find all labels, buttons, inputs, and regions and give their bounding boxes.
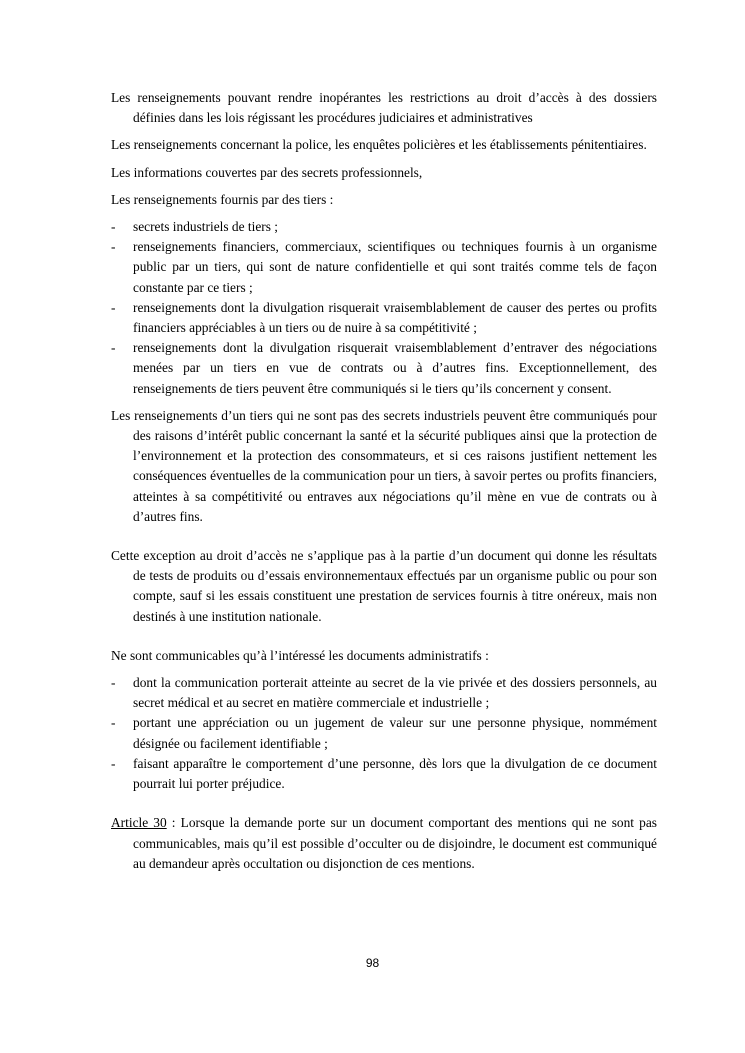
list-item [111,754,657,794]
list-dash: - [111,675,116,691]
article-label: Article 30 [111,815,167,831]
paragraph-exception: Cette exception au droit d’accès ne s’applique pas à la partie d’un document qui donne les résultats de tests de produits ou d’essais environnementaux effectués par un organisme public ou pour son compte, sauf si les essais constituent une prestation de services fournis à titre onéreux, mais non destinés à une institution nationale. [111,548,657,624]
paragraph-judicial-restrictions: Les renseignements pouvant rendre inopérantes les restrictions au droit d’accès à des dossiers définies dans les lois régissant les procédures judiciaires et administratives [111,90,657,126]
paragraph-communicable-intro: Ne sont communicables qu’à l’intéressé les documents administratifs : [111,647,489,663]
list-item [111,713,657,753]
list-dash: - [111,219,116,235]
list-item-text: faisant apparaître le comportement d’une personne, dès lors que la divulgation de ce document pourrait lui porter préjudice. [133,755,657,792]
paragraph-article-30 [111,813,657,874]
list-item [111,237,657,298]
list-item [111,217,657,237]
document-body [111,88,657,881]
list-item [111,298,657,338]
third-party-list [111,217,657,399]
list-dash: - [111,755,116,771]
list-dash: - [111,239,116,255]
list-dash: - [111,299,116,315]
paragraph-public-interest: Les renseignements d’un tiers qui ne sont pas des secrets industriels peuvent être communiqués pour des raisons d’intérêt public concernant la santé et la sécurité publiques ainsi que la protection de l’environnement et la protection des consommateurs, et si ces raisons justifient nettement les conséquences éventuelles de la communication pour un tiers, à savoir pertes ou profits financiers, atteintes à sa compétitivité ou entraves aux négociations qu’il mène en vue de contrats ou à d’autres fins. [111,407,657,524]
communicable-list [111,673,657,794]
paragraph-professional-secrets: Les informations couvertes par des secrets professionnels, [111,164,423,180]
list-item [111,338,657,399]
page-number: 98 [365,956,380,970]
list-item-text: renseignements dont la divulgation risquerait vraisemblablement de causer des pertes ou profits financiers appréciables à un tiers ou de nuire à sa compétitivité ; [133,299,657,336]
list-dash: - [111,340,116,356]
list-item-text: renseignements dont la divulgation risquerait vraisemblablement d’entraver des négociations menées par un tiers en vue de contrats ou à d’autres fins. Exceptionnellement, des renseignements de tiers peuvent être communiqués si le tiers qu’ils concernent y consent. [133,340,657,396]
list-item-text: secrets industriels de tiers ; [133,219,279,235]
list-item-text: portant une appréciation ou un jugement de valeur sur une personne physique, nommément désignée ou facilement identifiable ; [133,715,657,751]
list-item-text: renseignements financiers, commerciaux, scientifiques ou techniques fournis à un organisme public par un tiers, qui sont de nature confidentielle et qui sont traités comme tels de façon constante par ce tiers ; [133,239,657,295]
list-dash: - [111,715,116,731]
paragraph-police: Les renseignements concernant la police, les enquêtes policières et les établissements pénitentiaires. [111,137,647,153]
list-item-text: dont la communication porterait atteinte au secret de la vie privée et des dossiers personnels, au secret médical et au secret en matière commerciale et industrielle ; [133,675,657,711]
paragraph-third-party-intro: Les renseignements fournis par des tiers : [111,191,334,207]
list-item [111,673,657,713]
article-text: : Lorsque la demande porte sur un document comportant des mentions qui ne sont pas communicables, mais qu’il est possible d’occulter ou de disjoindre, le document est communiqué au demandeur après occultation ou disjonction de ces mentions. [133,815,657,871]
